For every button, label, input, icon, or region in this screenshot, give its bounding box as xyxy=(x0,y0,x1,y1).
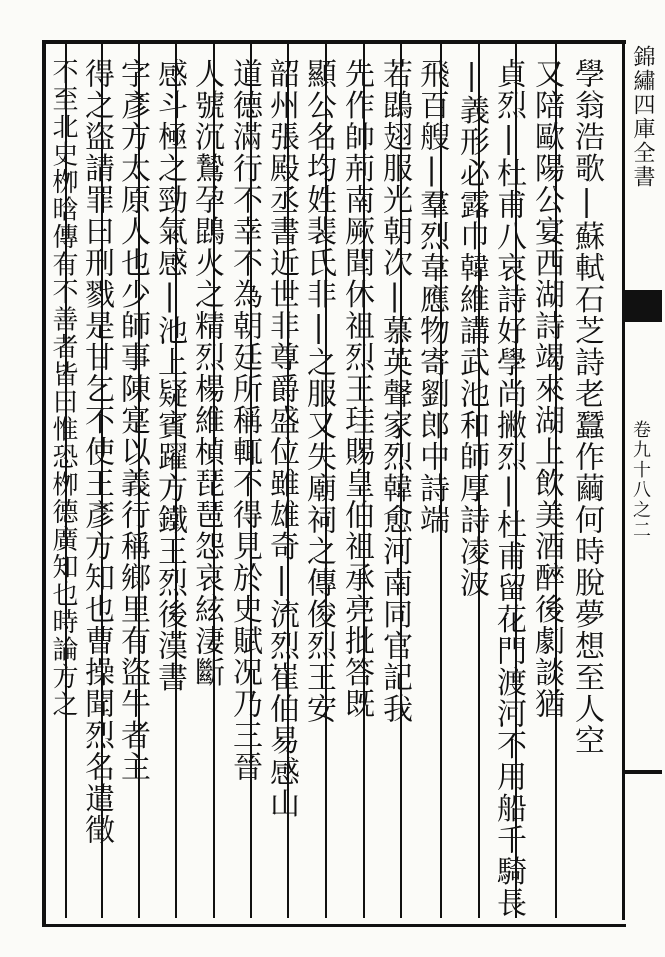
margin-volume: 卷九十八之二 xyxy=(630,420,651,540)
text-column-13: 字彥方太原人也少師事陳寔以義行稱鄉里有盜牛者主 xyxy=(115,58,150,783)
text-column-7: 先作帥荊南厥聞休祖烈王珪賜皇伯祖承亮批答既 xyxy=(339,58,374,720)
text-column-4: |義形必露巾韓維講武池和師厚詩凌波 xyxy=(454,58,489,599)
text-column-5: 飛百艘|羣烈韋應物寄劉郎中詩端 xyxy=(414,58,449,536)
text-column-3: 貞烈|杜甫八哀詩好學尚撇烈|杜甫留花門渡河不用船千騎長 xyxy=(491,58,526,919)
text-column-14: 得之盜請罪曰刑戮是甘乞不使王彥方知也曹操聞烈名遣徵 xyxy=(79,58,114,846)
text-column-1: 學翁浩歌|蘇軾石芝詩老蠶作繭何時脫夢想至人空 xyxy=(569,58,604,756)
text-column-15: 不至北史栁晗傳有不善者皆曰惟恐栁德廣知也時論方之 xyxy=(48,58,78,718)
text-column-2: 又陪歐陽公宴西湖詩竭來湖上飲美酒醉後劇談猶 xyxy=(529,58,564,720)
text-column-6: 若鵾翅服光朝次|慕英聲家烈韓愈河南同官記我 xyxy=(377,58,412,725)
text-column-12: 感斗極之勁氣感|池上疑賓躍方鐵王烈後漢書 xyxy=(152,58,187,693)
text-column-11: 人號沉鷙孕鵾火之精烈楊維楨琵琶怨哀絃淒斷 xyxy=(189,58,224,688)
fish-tail-mark xyxy=(622,290,662,322)
page-margin xyxy=(622,40,655,920)
margin-rule xyxy=(622,770,662,774)
text-column-8: 顯公名均姓裴氏非|之服又失廟祠之傳俊烈王安 xyxy=(301,58,336,725)
text-column-9: 韶州張殿丞書近世非尊爵盛位雖雄奇|流烈崔伯易感山 xyxy=(264,58,299,819)
margin-title: 錦繡四庫全書 xyxy=(630,45,655,189)
text-column-10: 道德滿行不幸不為朝廷所稱輒不得見於史賦况乃三晉 xyxy=(227,58,262,783)
